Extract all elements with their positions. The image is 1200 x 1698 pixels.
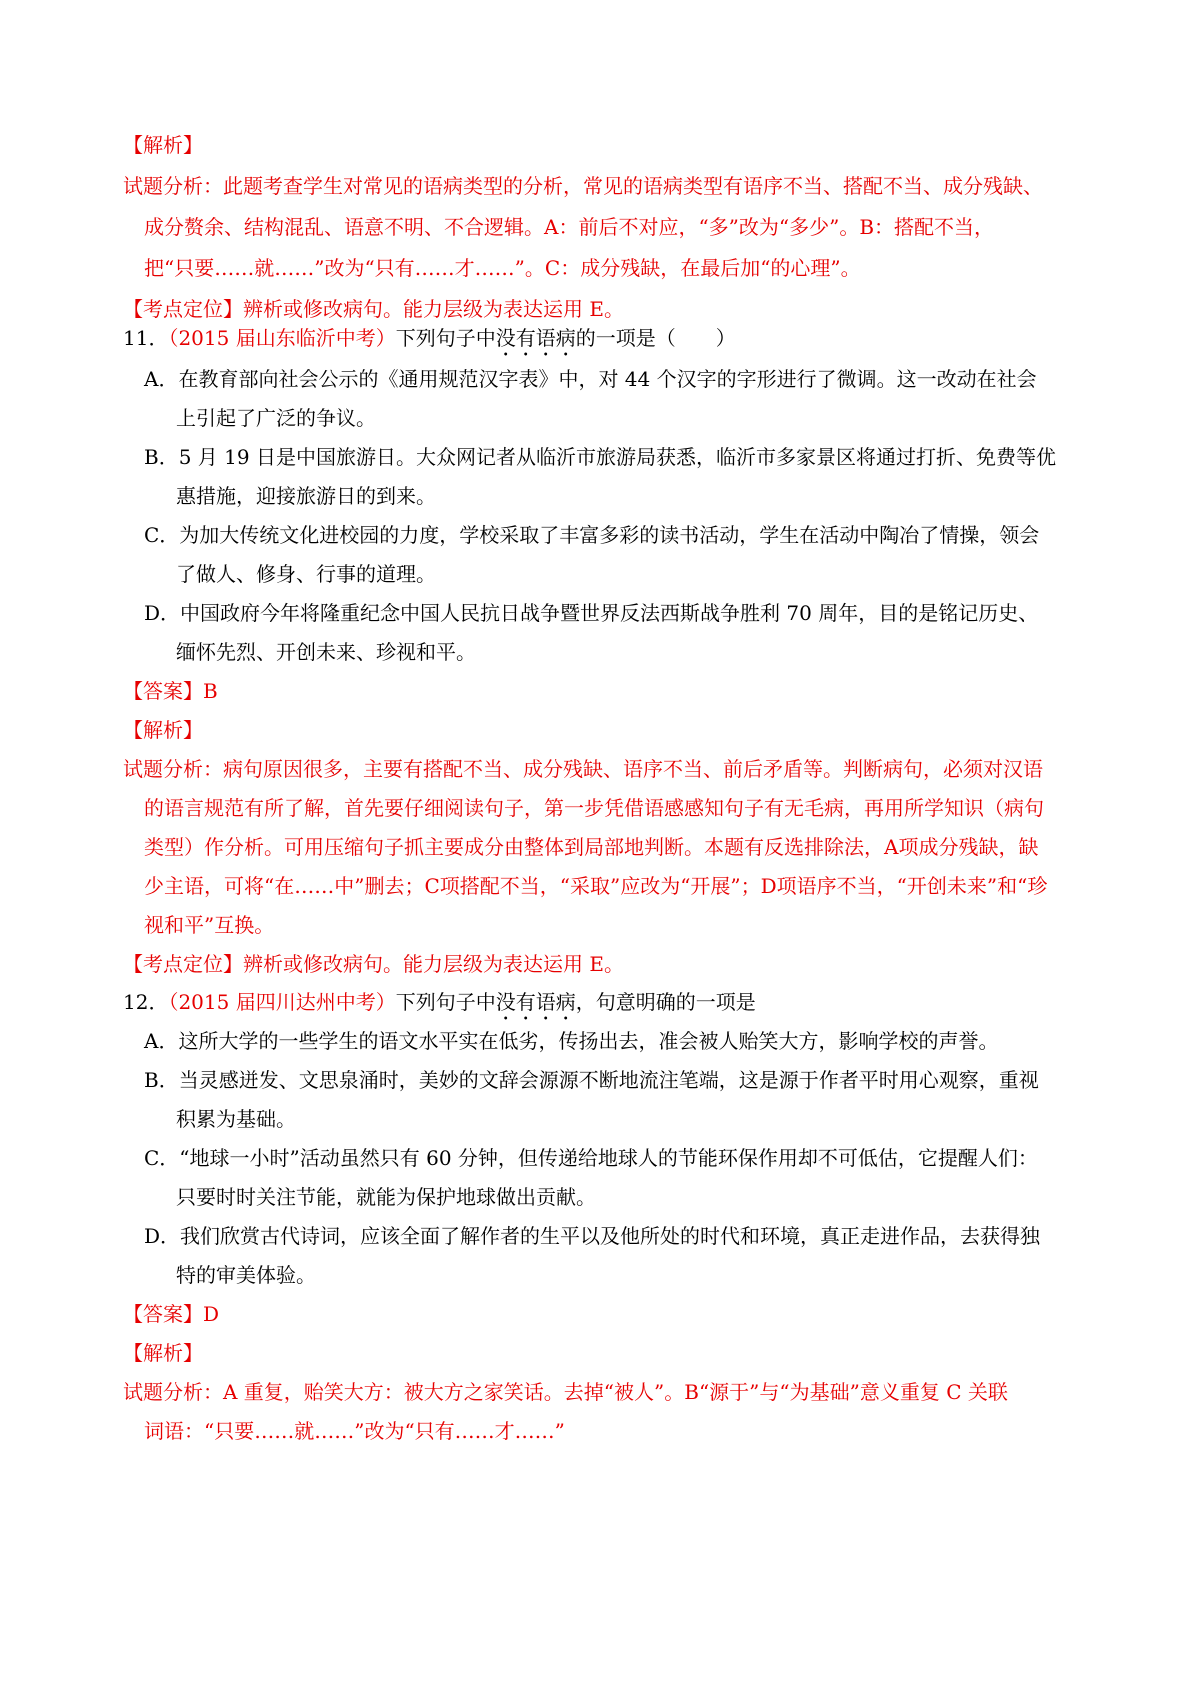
emphasized-text: 没有语病	[495, 990, 576, 1014]
option-c: C．为加大传统文化进校园的力度，学校采取了丰富多彩的读书活动，学生在活动中陶冶了情操，领会	[144, 523, 1040, 547]
analysis-line: 成分赘余、结构混乱、语意不明、不合逻辑。A：前后不对应，“多”改为“多少”。B：搭配不当，	[144, 215, 995, 239]
stem-text: ，句意明确的一项是	[575, 990, 756, 1014]
analysis-line: 把“只要……就……”改为“只有……才……”。C：成分残缺，在最后加“的心理”。	[144, 256, 861, 280]
option-b-cont: 惠措施，迎接旅游日的到来。	[176, 484, 436, 508]
analysis-line: 试题分析：病句原因很多，主要有搭配不当、成分残缺、语序不当、前后矛盾等。判断病句，必须对汉语	[123, 757, 1043, 781]
option-c-cont: 只要时时关注节能，就能为保护地球做出贡献。	[176, 1185, 596, 1209]
option-d-cont: 缅怀先烈、开创未来、珍视和平。	[176, 640, 476, 664]
stem-text: 下列句子中	[395, 326, 496, 350]
option-d: D．中国政府今年将隆重纪念中国人民抗日战争暨世界反法西斯战争胜利 70 周年，目的是铭记历史、	[144, 601, 1039, 625]
option-a-cont: 上引起了广泛的争议。	[176, 406, 376, 430]
question-source: （2015 届四川达州中考）	[168, 990, 396, 1014]
stem-text: 的一项是（ ）	[575, 326, 736, 350]
knowledge-point: 【考点定位】辨析或修改病句。能力层级为表达运用 E。	[123, 297, 624, 321]
analysis-label: 【解析】	[123, 133, 203, 157]
answer: 【答案】B	[123, 679, 218, 703]
emphasized-text: 没有语病	[495, 326, 576, 350]
option-d: D．我们欣赏古代诗词，应该全面了解作者的生平以及他所处的时代和环境，真正走进作品，去获得独	[144, 1224, 1041, 1248]
option-b-cont: 积累为基础。	[176, 1107, 296, 1131]
analysis-line: 词语：“只要……就……”改为“只有……才……”	[144, 1419, 565, 1443]
stem-text: 下列句子中	[395, 990, 496, 1014]
question-number: 12．	[123, 990, 169, 1014]
question-number: 11．	[123, 326, 169, 350]
question-source: （2015 届山东临沂中考）	[168, 326, 396, 350]
analysis-label: 【解析】	[123, 1341, 203, 1365]
question-12-stem	[123, 988, 756, 1016]
question-11-stem	[123, 324, 736, 352]
analysis-line: 类型）作分析。可用压缩句子抓主要成分由整体到局部地判断。本题有反选排除法，A项成分残缺，缺	[144, 835, 1039, 859]
knowledge-point: 【考点定位】辨析或修改病句。能力层级为表达运用 E。	[123, 952, 624, 976]
option-b: B．5 月 19 日是中国旅游日。大众网记者从临沂市旅游局获悉，临沂市多家景区将通过打折、免费等优	[144, 445, 1056, 469]
option-c: C．“地球一小时”活动虽然只有 60 分钟，但传递给地球人的节能环保作用却不可低估，它提醒人们：	[144, 1146, 1038, 1170]
analysis-line: 视和平”互换。	[144, 913, 275, 937]
option-b: B．当灵感迸发、文思泉涌时，美妙的文辞会源源不断地流注笔端，这是源于作者平时用心观察，重视	[144, 1068, 1039, 1092]
option-a: A．这所大学的一些学生的语文水平实在低劣，传扬出去，准会被人贻笑大方，影响学校的声誉。	[144, 1029, 999, 1053]
analysis-line: 试题分析：此题考查学生对常见的语病类型的分析，常见的语病类型有语序不当、搭配不当、成分残缺、	[123, 174, 1043, 198]
option-d-cont: 特的审美体验。	[176, 1263, 316, 1287]
analysis-label: 【解析】	[123, 718, 203, 742]
analysis-line: 的语言规范有所了解，首先要仔细阅读句子，第一步凭借语感感知句子有无毛病，再用所学知识（病句	[144, 796, 1044, 820]
analysis-line: 试题分析：A 重复，贻笑大方：被大方之家笑话。去掉“被人”。B“源于”与“为基础”意义重复 C 关联	[123, 1380, 1008, 1404]
answer: 【答案】D	[123, 1302, 220, 1326]
option-a: A．在教育部向社会公示的《通用规范汉字表》中，对 44 个汉字的字形进行了微调。这一改动在社会	[144, 367, 1037, 391]
analysis-line: 少主语，可将“在……中”删去；C项搭配不当，“采取”应改为“开展”；D项语序不当，“开创未来”和“珍	[144, 874, 1048, 898]
option-c-cont: 了做人、修身、行事的道理。	[176, 562, 436, 586]
